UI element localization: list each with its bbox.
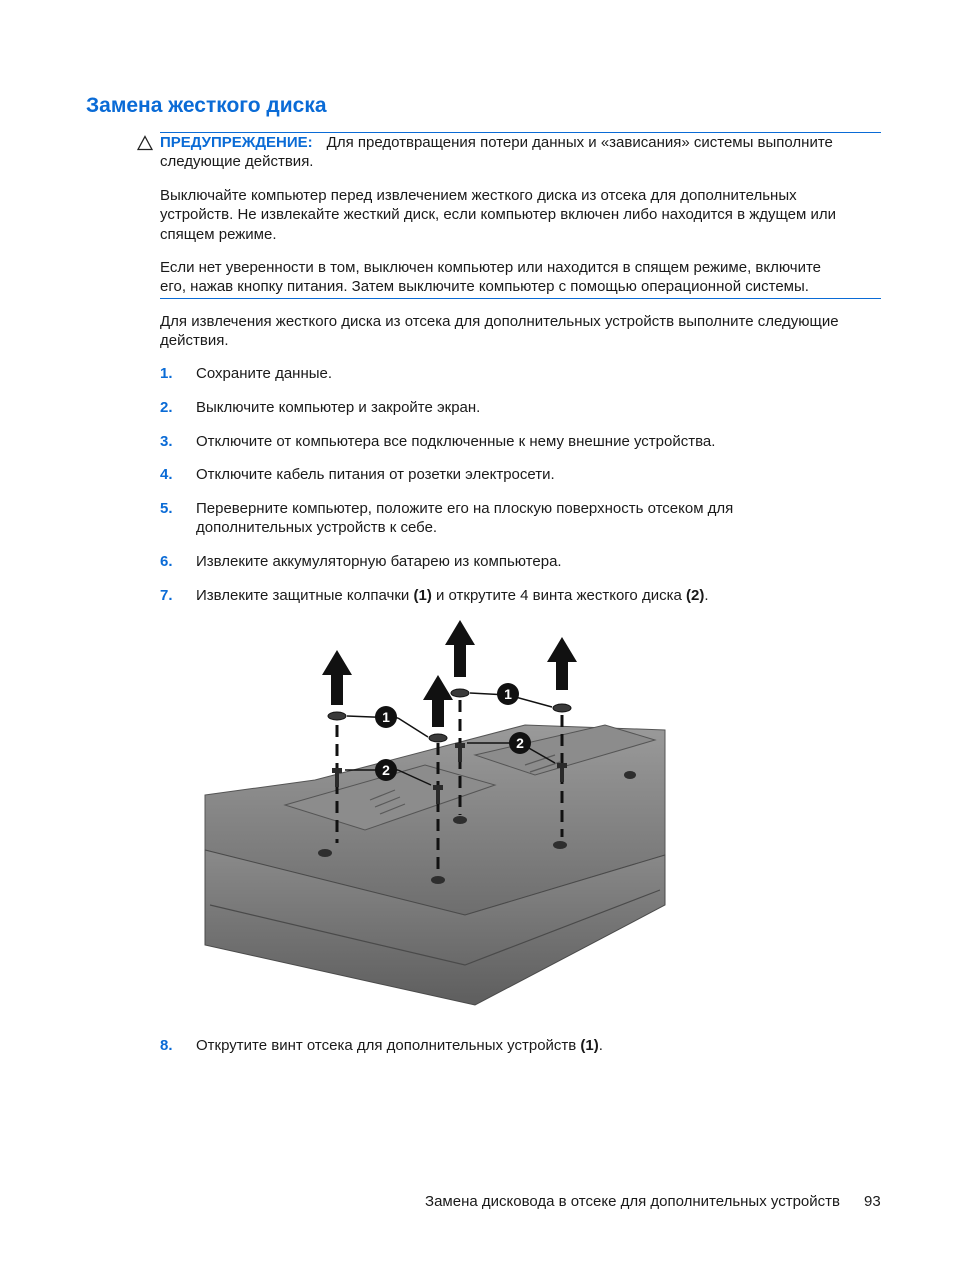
step-5-number: 5. [160, 500, 173, 517]
page-number: 93 [864, 1193, 881, 1210]
step-7-number: 7. [160, 587, 173, 604]
step-7-text-part-2: и открутите 4 винта жесткого диска [431, 587, 686, 604]
step-8-text-part-1: Открутите винт отсека для дополнительных устройств [196, 1037, 581, 1054]
warning-para-2-line-1: Выключайте компьютер перед извлечением жесткого диска из отсека для дополнительных [160, 187, 797, 204]
warning-line-2: следующие действия. [160, 153, 314, 170]
svg-text:2: 2 [516, 735, 524, 751]
warning-text: Для предотвращения потери данных и «зависания» системы выполните [326, 134, 833, 151]
step-4-text: Отключите кабель питания от розетки электросети. [196, 466, 555, 483]
svg-text:2: 2 [382, 762, 390, 778]
svg-text:1: 1 [504, 686, 512, 702]
intro-line-2: действия. [160, 332, 229, 349]
warning-para-2-line-2: устройств. Не извлекайте жесткий диск, если компьютер включен либо находится в ждущем или [160, 206, 837, 223]
warning-line-1 [160, 133, 885, 153]
warning-label: ПРЕДУПРЕЖДЕНИЕ: [160, 134, 313, 151]
warning-para-3-line-2: его, нажав кнопку питания. Затем выключите компьютер с помощью операционной системы. [160, 278, 809, 295]
step-4-number: 4. [160, 466, 173, 483]
step-5-text-line-1: Переверните компьютер, положите его на плоскую поверхность отсеком для [196, 500, 734, 517]
callout-ref-2: (2) [685, 587, 705, 604]
callout-1-left [375, 706, 397, 728]
step-6-number: 6. [160, 553, 173, 570]
step-2-text: Выключите компьютер и закройте экран. [196, 399, 481, 416]
step-2-number: 2. [160, 399, 173, 416]
step-8-number: 8. [160, 1037, 173, 1054]
warning-triangle-icon [137, 135, 153, 151]
step-1-number: 1. [160, 365, 173, 382]
warning-para-3-line-1: Если нет уверенности в том, выключен компьютер или находится в спящем режиме, включите [160, 259, 822, 276]
callout-2-right [509, 732, 531, 754]
step-5-text-line-2: дополнительных устройств к себе. [196, 519, 438, 536]
svg-text:1: 1 [382, 709, 390, 725]
step-7-text [196, 586, 886, 606]
step-3-text: Отключите от компьютера все подключенные к нему внешние устройства. [196, 433, 716, 450]
intro-line-1: Для извлечения жесткого диска из отсека для дополнительных устройств выполните следующие [160, 313, 839, 330]
callout-ref-1: (1) [580, 1037, 599, 1054]
callout-1-right [497, 683, 519, 705]
callout-2-left [375, 759, 397, 781]
step-3-number: 3. [160, 433, 173, 450]
step-7-text-part-1: Извлеките защитные колпачки [196, 587, 414, 604]
hard-drive-removal-illustration [195, 615, 675, 1015]
step-8-text-part-2: . [598, 1037, 603, 1054]
page-title: Замена жесткого диска [86, 94, 327, 117]
warning-para-2-line-3: спящем режиме. [160, 226, 277, 243]
step-6-text: Извлеките аккумуляторную батарею из компьютера. [196, 553, 562, 570]
footer-section-title: Замена дисковода в отсеке для дополнительных устройств [425, 1193, 840, 1210]
step-1-text: Сохраните данные. [196, 365, 333, 382]
step-8-text [196, 1036, 886, 1056]
callout-ref-1: (1) [413, 587, 432, 604]
step-7-text-part-3: . [704, 587, 709, 604]
